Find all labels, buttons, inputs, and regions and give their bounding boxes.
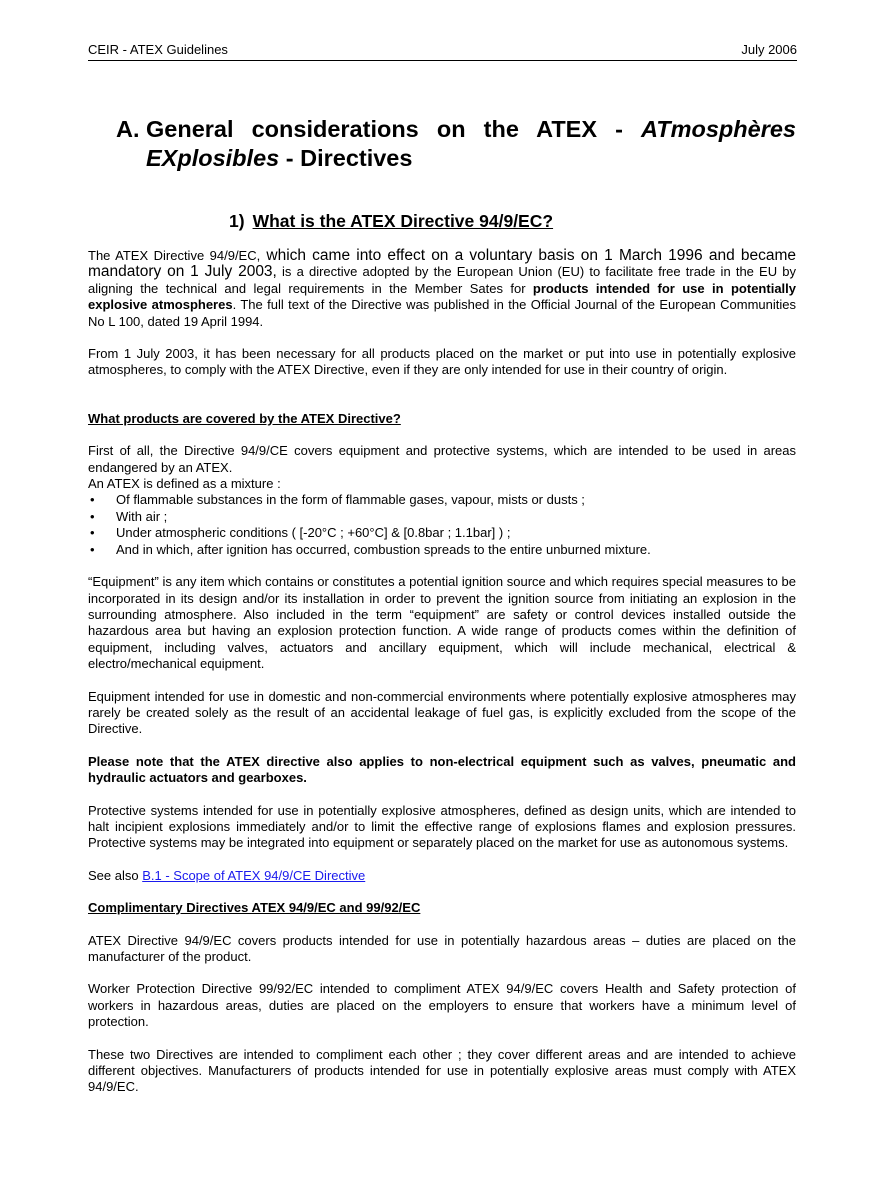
- complementary-paragraph-1: ATEX Directive 94/9/EC covers products intended for use in potentially hazardous areas – duties are placed on the manufacturer of the product.: [88, 932, 796, 964]
- complementary-paragraph-3: These two Directives are intended to compliment each other ; they cover different areas and are intended to achieve different objectives. Manufacturers of products intended for use in potentially explosive areas must comply with ATEX 94/9/EC.: [88, 1046, 796, 1095]
- products-heading: What products are covered by the ATEX Directive?: [88, 410, 401, 426]
- note-paragraph: Please note that the ATEX directive also applies to non-electrical equipment such as valves, pneumatic and hydraulic actuators and gearboxes.: [88, 753, 796, 786]
- title-italic-2: EXplosibles: [146, 145, 280, 171]
- see-also-line: See also B.1 - Scope of ATEX 94/9/CE Directive: [88, 867, 366, 883]
- atex-definition-intro: An ATEX is defined as a mixture :: [88, 476, 281, 492]
- complementary-heading: Complimentary Directives ATEX 94/9/EC and 99/92/EC: [88, 900, 421, 916]
- atex-definition-list: [88, 492, 796, 558]
- header-left: CEIR - ATEX Guidelines: [88, 42, 228, 57]
- section-title: [116, 115, 796, 173]
- domestic-exclusion-paragraph: Equipment intended for use in domestic and non-commercial environments where potentially explosive atmospheres may rarely be created solely as the result of an accidental leakage of fuel gas, is explicitly excluded from the scope of the Directive.: [88, 688, 796, 737]
- subsection-title: [229, 210, 553, 232]
- list-item: • Of flammable substances in the form of flammable gases, vapour, mists or dusts ;: [88, 492, 796, 508]
- section-number: A.: [116, 116, 140, 142]
- equipment-paragraph: “Equipment” is any item which contains or constitutes a potential ignition source and which requires special measures to be incorporated in its design and/or its installation in order to prevent the ignition source from initiating an explosion in the surrounding atmosphere. Also included in the term “equipment” are safety or control devices installed outside the hazardous area but having an explosion protection function. A wide range of products comes within the definition of equipment, including valves, actuators and ancillary equipment, which will include mechanical, electrical & electro/mechanical equipment.: [88, 574, 796, 672]
- products-paragraph-1: First of all, the Directive 94/9/CE covers equipment and protective systems, which are intended to be used in areas endangered by an ATEX.: [88, 443, 796, 475]
- complementary-paragraph-2: Worker Protection Directive 99/92/EC intended to compliment ATEX 94/9/EC covers Health and Safety protection of workers in hazardous areas, duties are placed on the employers to ensure that workers have a minimum level of protection.: [88, 981, 796, 1030]
- scope-link[interactable]: B.1 - Scope of ATEX 94/9/CE Directive: [142, 867, 366, 883]
- header-date: July 2006: [741, 42, 797, 57]
- subsection-text: What is the ATEX Directive 94/9/EC?: [252, 211, 554, 231]
- page-header: [88, 42, 797, 61]
- title-text-2: - Directives: [279, 145, 413, 171]
- protective-systems-paragraph: Protective systems intended for use in potentially explosive atmospheres, defined as design units, which are intended to halt incipient explosions immediately and/or to limit the effective range of explosions flames and explosion pressures. Protective systems may be integrated into equipment or separately placed on the market for use as autonomous systems.: [88, 802, 796, 851]
- title-italic-1: ATmosphères: [641, 116, 796, 142]
- intro-paragraph-1: The ATEX Directive 94/9/EC, which came into effect on a voluntary basis on 1 March 1996 and became mandatory on 1 July 2003, is a directive adopted by the European Union (EU) to facilitate free trade in the EU by aligning the technical and legal requirements in the Member Sates for products intended for use in potentially explosive atmospheres. The full text of the Directive was published in the Official Journal of the European Communities No L 100, dated 19 April 1994.: [88, 247, 797, 329]
- document-body: [88, 248, 796, 1096]
- list-item: • And in which, after ignition has occurred, combustion spreads to the entire unburned mixture.: [88, 542, 796, 558]
- list-item: • Under atmospheric conditions ( [-20°C ; +60°C] & [0.8bar ; 1.1bar] ) ;: [88, 525, 796, 541]
- title-text-1: General considerations on the ATEX -: [146, 116, 642, 142]
- intro-paragraph-2: From 1 July 2003, it has been necessary for all products placed on the market or put into use in potentially explosive atmospheres, to comply with the ATEX Directive, even if they are only intended for use in their country of origin.: [88, 346, 796, 378]
- subsection-number: 1): [229, 211, 245, 231]
- list-item: • With air ;: [88, 509, 796, 525]
